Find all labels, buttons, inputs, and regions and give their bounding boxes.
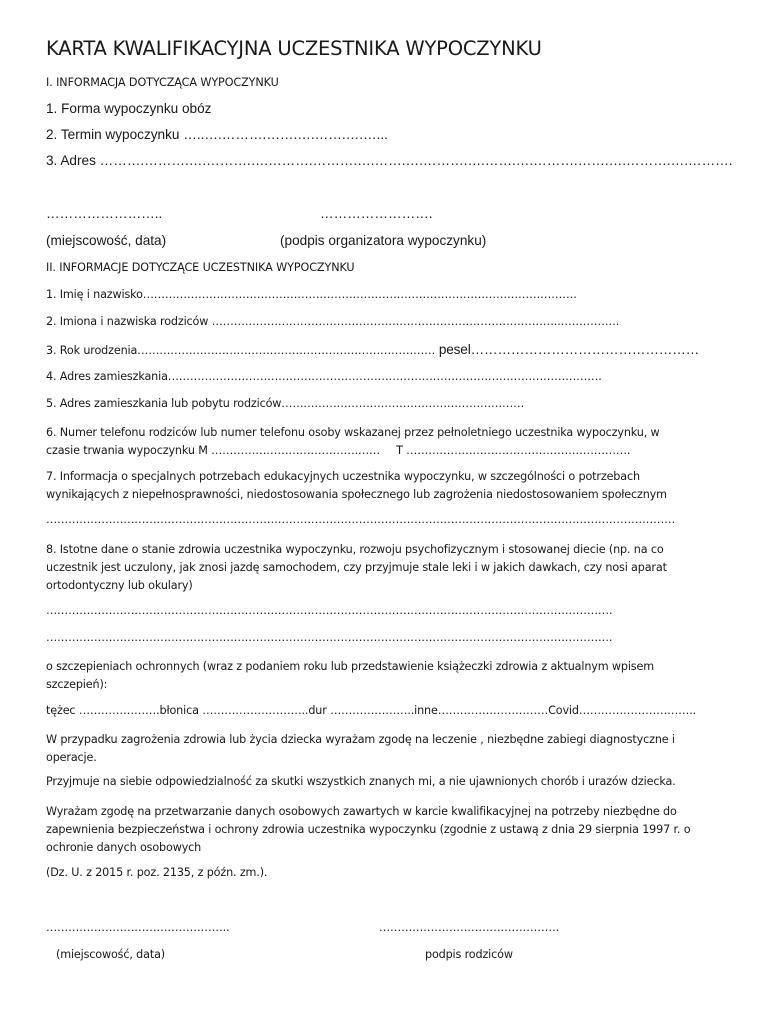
info7-line-1: 7. Informacja o specjalnych potrzebach edukacyjnych uczestnika wypoczynku, w szczególności o potrzebach	[46, 470, 640, 483]
consent-treatment	[46, 731, 675, 767]
rok-urodzenia-text: 3. Rok urodzenia………………………………………………………………………	[46, 344, 436, 357]
zgoda-line-1: W przypadku zagrożenia zdrowia lub życia dziecka wyrażam zgodę na leczenie , niezbędne zabiegi diagnostyczne i	[46, 733, 675, 746]
statement-responsibility: Przyjmuje na siebie odpowiedzialność za skutki wszystkich znanych mi, a nie ujawnionych chorób i urazów dziecka.	[46, 775, 676, 788]
signature-line-parents: ………………………………………….	[379, 921, 560, 934]
field-adres-zamieszkania: 4. Adres zamieszkania……………………………………………………………………………………………………….	[46, 370, 602, 383]
telefon-line-2	[46, 442, 660, 460]
legal-reference: (Dz. U. z 2015 r. poz. 2135, z późn. zm.).	[46, 866, 268, 879]
zgoda-line-2: operacje.	[46, 751, 97, 764]
signature-line-place-date: ……………………..	[46, 206, 163, 221]
telefon-t: T …………………………………………………….	[396, 444, 631, 457]
field-stan-zdrowia	[46, 541, 667, 595]
info7-line-2: wynikających z niepełnosprawności, niedostosowania społecznego lub zagrożenia niedostosowaniem społecznym	[46, 488, 667, 501]
label-parents-signature: podpis rodziców	[425, 948, 513, 961]
info8-line-2: uczestnik jest uczulony, jak znosi jazdę samochodem, czy przyjmuje stale leki i w jakich dawkach, czy nosi aparat	[46, 561, 667, 574]
info7-answer-line: ………………………………………………………………………………………………………………………………………………………	[46, 513, 676, 526]
rodo-line-3: ochronie danych osobowych	[46, 841, 202, 854]
field-telefon	[46, 424, 660, 460]
field-potrzeby-edukacyjne	[46, 468, 667, 504]
rodo-line-1: Wyrażam zgodę na przetwarzanie danych osobowych zawartych w karcie kwalifikacyjnej na potrzeby niezbędne do	[46, 805, 677, 818]
field-rok-urodzenia	[46, 342, 699, 357]
label-organizer-signature: (podpis organizatora wypoczynku)	[280, 233, 487, 248]
signature-line-place-date-2: …………………………………………..	[46, 921, 230, 934]
field-szczepienia	[46, 658, 654, 694]
telefon-m: czasie trwania wypoczynku M ………………………………….……	[46, 444, 381, 457]
page-title: KARTA KWALIFIKACYJNA UCZESTNIKA WYPOCZYNKU	[46, 37, 542, 60]
pesel-text: pesel……………………………………………	[435, 342, 700, 357]
label-place-date: (miejscowość, data)	[46, 233, 167, 248]
rodo-line-2: zapewnienia bezpieczeństwa i ochrony zdrowia uczestnika wypoczynku (zgodnie z ustawą z dnia 29 sierpnia 1997 r. o	[46, 823, 691, 836]
field-adres-wypoczynku: 3. Adres ……….……….….……….….……….……….….…….….……….….…….….……….…….….……….….……….	[46, 153, 733, 168]
info8-line-3: ortodontyczny lub okulary)	[46, 579, 193, 592]
field-forma: 1. Forma wypoczynku obóz	[46, 101, 212, 116]
telefon-line-1: 6. Numer telefonu rodziców lub numer telefonu osoby wskazanej przez pełnoletniego uczestnika wypoczynku, w	[46, 426, 660, 439]
section-1-heading: I. INFORMACJA DOTYCZĄCA WYPOCZYNKU	[46, 76, 279, 89]
info8-answer-line-2: ……………………………………………………………………………………………………………………………………….	[46, 631, 613, 644]
label-place-date-2: (miejscowość, data)	[56, 948, 165, 961]
szczepienia-list: tężec ………………….błonica ………………………..dur …………………..inne…………………………Covid…………………………..	[46, 704, 697, 717]
szczepienia-line-2: szczepień):	[46, 678, 108, 691]
info8-line-1: 8. Istotne dane o stanie zdrowia uczestnika wypoczynku, rozwoju psychofizycznym i stosowanej diecie (np. na co	[46, 543, 664, 556]
field-termin: 2. Termin wypoczynku …..….……….…….….…….….…...	[46, 127, 388, 142]
info8-answer-line-1: ……………………………………………………………………………………………………………………………………….	[46, 604, 613, 617]
szczepienia-line-1: o szczepieniach ochronnych (wraz z podaniem roku lub przedstawienie książeczki zdrowia z aktualnym wpisem	[46, 660, 654, 673]
signature-line-organizer: …………………….	[320, 206, 433, 221]
field-imiona-rodzicow: 2. Imiona i nazwiska rodziców …………………………………………………………………………………..…………….	[46, 315, 620, 328]
field-imie-nazwisko: 1. Imię i nazwisko……………………………………………………………………………………………………….	[46, 288, 577, 301]
field-adres-rodzicow: 5. Adres zamieszkania lub pobytu rodziców…………………………………………………………	[46, 397, 525, 410]
consent-data-processing	[46, 803, 690, 857]
section-2-heading: II. INFORMACJE DOTYCZĄCE UCZESTNIKA WYPOCZYNKU	[46, 261, 355, 274]
